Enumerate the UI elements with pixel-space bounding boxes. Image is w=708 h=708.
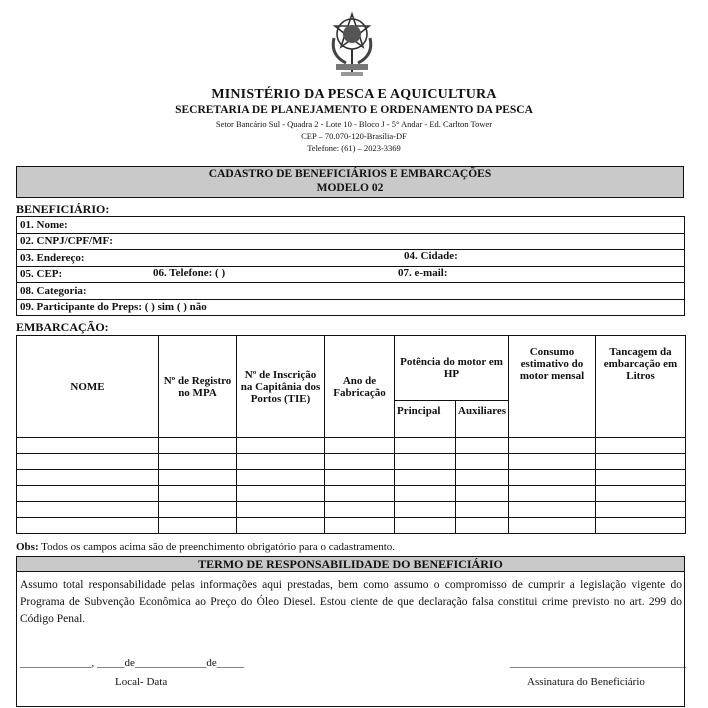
col-nome: NOME (17, 336, 159, 438)
endereco-field[interactable] (17, 250, 685, 267)
embarcacao-table (16, 335, 686, 534)
obs-note (16, 541, 395, 553)
cidade-label: 04. Cidade: (404, 250, 458, 262)
brazil-coat-of-arms-icon (322, 0, 382, 86)
date-line[interactable]: _____________, _____de_____________de_____ (20, 657, 245, 669)
termo-text: Assumo total responsabilidade pelas informações aqui prestadas, bem como assumo o compromisso de cumprir a legislação vigente do Programa de Subvenção Econômica ao Preço do Óleo Diesel. Estou ciente de que declaração falsa constitui crime previsto no art. 299 do Código Penal. (20, 579, 682, 625)
table-row (17, 454, 686, 470)
col-potencia: Potência do motor em HP (395, 336, 509, 401)
col-principal: Principal (395, 401, 456, 438)
preps-field[interactable] (17, 299, 685, 316)
termo-title: TERMO DE RESPONSABILIDADE DO BENEFICIÁRIO (16, 556, 685, 572)
obs-text: Todos os campos acima são de preenchimento obrigatório para o cadastramento. (38, 541, 396, 553)
cnpj-field[interactable] (17, 233, 685, 250)
categoria-label: 08. Categoria: (20, 284, 87, 297)
table-row (17, 470, 686, 486)
telefone-label: 06. Telefone: ( ) (153, 266, 226, 279)
nome-label: 01. Nome: (20, 218, 68, 231)
phone-line: Telefone: (61) – 2023-3369 (307, 143, 401, 153)
endereco-label: 03. Endereço: (20, 251, 85, 264)
local-data-label: Local- Data (115, 676, 168, 688)
table-row (17, 486, 686, 502)
beneficiario-table (16, 216, 685, 316)
embarcacao-heading: EMBARCAÇÃO: (16, 320, 109, 334)
signature-label: Assinatura do Beneficiário (527, 676, 645, 688)
col-ano: Ano de Fabricação (325, 336, 395, 438)
table-row (17, 518, 686, 534)
col-auxiliares: Auxiliares (456, 401, 509, 438)
categoria-field[interactable] (17, 283, 685, 300)
col-consumo: Consumo estimativo do motor mensal (509, 336, 596, 438)
col-tancagem: Tancagem da embarcação em Litros (596, 336, 686, 438)
cep-line: CEP – 70.070-120-Brasília-DF (301, 131, 407, 141)
cep-label: 05. CEP: (20, 268, 63, 281)
form-title: CADASTRO DE BENEFICIÁRIOS E EMBARCAÇÕES (208, 168, 492, 180)
table-row (17, 438, 686, 454)
cep-field[interactable] (17, 266, 685, 283)
table-row (17, 502, 686, 518)
email-label: 07. e-mail: (398, 266, 448, 279)
form-model: MODELO 02 (316, 182, 384, 194)
cnpj-label: 02. CNPJ/CPF/MF: (20, 235, 113, 248)
col-inscricao: Nº de Inscrição na Capitânia dos Portos (TIE) (237, 336, 325, 438)
signature-line[interactable]: ________________________________ (510, 657, 686, 669)
ministry-title: MINISTÉRIO DA PESCA E AQUICULTURA (211, 87, 497, 102)
preps-label: 09. Participante do Preps: ( ) sim ( ) não (20, 301, 207, 314)
secretariat-title: SECRETARIA DE PLANEJAMENTO E ORDENAMENTO DA PESCA (175, 104, 533, 116)
form-title-box (16, 166, 684, 198)
address-line: Setor Bancário Sul - Quadra 2 - Lote 10 - Bloco J - 5° Andar - Ed. Carlton Tower (215, 119, 493, 129)
obs-label: Obs: (16, 541, 39, 553)
col-registro: Nº de Registro no MPA (159, 336, 237, 438)
beneficiario-heading: BENEFICIÁRIO: (16, 202, 110, 216)
nome-field[interactable] (17, 217, 685, 234)
